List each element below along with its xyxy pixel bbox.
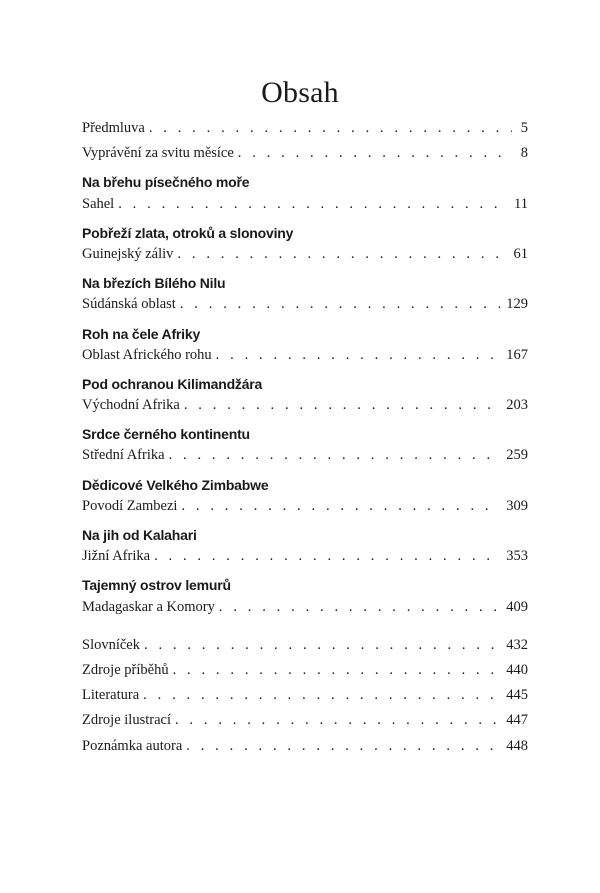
toc-entry[interactable] (82, 196, 528, 221)
toc-section (82, 271, 528, 321)
section-heading: Dědicové Velkého Zimbabwe (82, 476, 269, 493)
toc-section (82, 523, 528, 573)
toc-entry[interactable] (82, 145, 528, 170)
dot-leader (181, 498, 500, 515)
dot-leader (144, 637, 500, 654)
entry-page: 129 (506, 296, 528, 313)
page-title: Obsah (261, 76, 339, 109)
dot-leader (143, 687, 500, 704)
toc-entry[interactable] (82, 246, 528, 271)
entry-page: 447 (506, 712, 528, 729)
dot-leader (184, 397, 500, 414)
entry-page: 61 (513, 245, 528, 262)
section-heading: Na březích Bílého Nilu (82, 275, 226, 292)
chapter-sections (82, 170, 528, 623)
entry-page: 432 (506, 636, 528, 653)
toc-entry[interactable] (82, 498, 528, 523)
dot-leader (149, 120, 512, 137)
section-heading: Pod ochranou Kilimandžára (82, 375, 263, 392)
section-heading: Tajemný ostrov lemurů (82, 577, 231, 594)
entry-page: 309 (506, 497, 528, 514)
toc-entry[interactable] (82, 712, 528, 737)
entry-page: 259 (506, 447, 528, 464)
toc-entry[interactable] (82, 738, 528, 763)
entry-page: 409 (506, 598, 528, 615)
toc-section (82, 372, 528, 422)
dot-leader (175, 712, 500, 729)
entry-title: Oblast Afrického rohu (82, 346, 212, 363)
dot-leader (169, 447, 501, 464)
toc-section (82, 170, 528, 220)
entry-title: Vyprávění za svitu měsíce (82, 145, 234, 162)
toc-entry[interactable] (82, 548, 528, 573)
front-matter (82, 120, 528, 170)
dot-leader (180, 296, 500, 313)
toc-entry[interactable] (82, 637, 528, 662)
dot-leader (186, 738, 500, 755)
entry-title: Zdroje ilustrací (82, 712, 171, 729)
entry-title: Předmluva (82, 120, 145, 136)
dot-leader (238, 145, 512, 162)
section-heading: Srdce černého kontinentu (82, 426, 250, 443)
entry-page: 448 (506, 737, 528, 754)
toc-section (82, 221, 528, 271)
entry-title: Literatura (82, 687, 140, 704)
toc-entry[interactable] (82, 447, 528, 472)
toc-entry[interactable] (82, 662, 528, 687)
section-heading: Na břehu písečného moře (82, 174, 250, 191)
entry-title: Guinejský záliv (82, 245, 174, 262)
toc-section (82, 473, 528, 523)
entry-title: Madagaskar a Komory (82, 598, 215, 615)
toc-entry[interactable] (82, 347, 528, 372)
section-heading: Pobřeží zlata, otroků a slonoviny (82, 224, 294, 241)
section-heading: Na jih od Kalahari (82, 527, 197, 543)
entry-title: Slovníček (82, 636, 140, 653)
toc-entry[interactable] (82, 397, 528, 422)
dot-leader (216, 347, 501, 364)
dot-leader (173, 662, 501, 679)
entry-page: 8 (520, 145, 528, 162)
entry-title: Súdánská oblast (82, 296, 176, 313)
toc-entry[interactable] (82, 120, 528, 145)
toc-section (82, 322, 528, 372)
dot-leader (154, 548, 500, 565)
section-heading: Roh na čele Afriky (82, 325, 201, 342)
entry-page: 440 (506, 661, 528, 678)
entry-page: 353 (506, 548, 528, 565)
entry-title: Jižní Afrika (82, 548, 151, 565)
dot-leader (177, 246, 507, 263)
dot-leader (118, 196, 508, 213)
entry-title: Poznámka autora (82, 737, 183, 754)
back-matter (82, 637, 528, 763)
toc-section (82, 422, 528, 472)
entry-title: Východní Afrika (82, 397, 180, 414)
entry-page: 5 (520, 120, 528, 136)
dot-leader (219, 599, 500, 616)
entry-title: Zdroje příběhů (82, 661, 169, 678)
entry-page: 445 (506, 687, 528, 704)
entry-page: 11 (514, 195, 528, 212)
entry-page: 167 (506, 346, 528, 363)
toc-entry[interactable] (82, 687, 528, 712)
table-of-contents (82, 120, 528, 763)
toc-entry[interactable] (82, 599, 528, 624)
entry-title: Střední Afrika (82, 447, 165, 464)
entry-title: Povodí Zambezi (82, 497, 178, 514)
entry-page: 203 (506, 397, 528, 414)
entry-title: Sahel (82, 195, 115, 212)
toc-entry[interactable] (82, 296, 528, 321)
toc-section (82, 573, 528, 623)
